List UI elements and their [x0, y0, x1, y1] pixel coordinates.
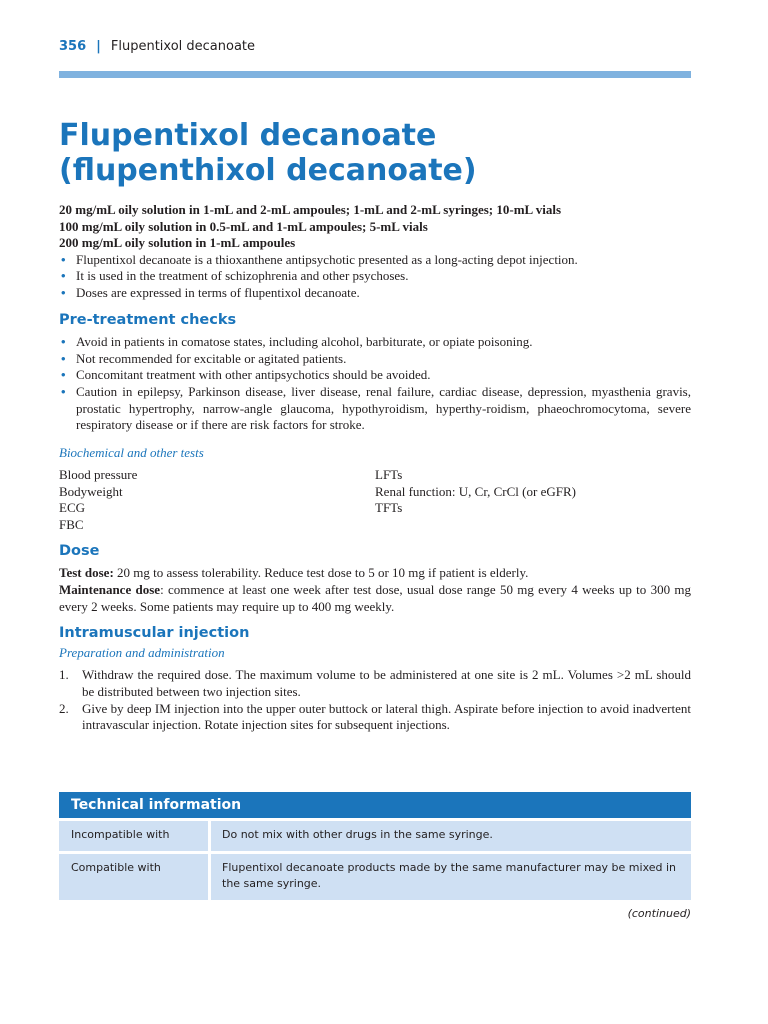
table-value-cell: Do not mix with other drugs in the same syringe. — [211, 821, 691, 851]
bullet-text: Caution in epilepsy, Parkinson disease, liver disease, renal failure, cardiac disease, depression, myasthenia gravis, prostatic hypertrophy, narrow-angle glaucoma, hypothyroidism, hyperthy-roidism, phaeochromocytoma, severe respiratory disease or if there are risk factors for stroke. — [76, 384, 691, 433]
step-text: Withdraw the required dose. The maximum volume to be administered at one site is 2 mL. Volumes >2 mL should be distributed between two injection sites. — [82, 667, 691, 699]
pretreatment-bullets — [59, 334, 691, 434]
bullet-text: Concomitant treatment with other antipsychotics should be avoided. — [76, 367, 431, 383]
bullet-icon: • — [61, 334, 66, 350]
bullet-icon: • — [61, 268, 66, 284]
step-number: 1. — [59, 667, 69, 683]
test-item: Renal function: U, Cr, CrCl (or eGFR) — [375, 483, 576, 499]
page-title — [59, 118, 691, 188]
bullet-text: Flupentixol decanoate is a thioxanthene antipsychotic presented as a long-acting depot injection. — [76, 251, 578, 267]
test-item: LFTs — [375, 466, 403, 482]
pretreatment-bullet — [59, 367, 691, 384]
bullet-text: It is used in the treatment of schizophrenia and other psychoses. — [76, 268, 409, 284]
test-dose-paragraph — [59, 564, 691, 581]
maintenance-dose-label: Maintenance dose — [59, 582, 161, 598]
header-separator: | — [96, 39, 101, 54]
intro-bullet — [59, 252, 691, 269]
intro-bullets — [59, 252, 691, 302]
bullet-text: Doses are expressed in terms of flupentixol decanoate. — [76, 284, 360, 300]
maintenance-dose-text: : commence at least one week after test dose, usual dose range 50 mg every 4 weeks up to 300 mg every 2 weeks. Some patients may require up to 400 mg weekly. — [59, 582, 691, 615]
test-dose-text: 20 mg to assess tolerability. Reduce test dose to 5 or 10 mg if patient is elderly. — [113, 565, 529, 581]
bullet-icon: • — [61, 350, 66, 366]
step-text: Give by deep IM injection into the upper outer buttock or lateral thigh. Aspirate before injection to avoid inadvertent intravascular injection. Rotate injection sites for subsequent injections. — [82, 700, 691, 733]
test-item: Bodyweight — [59, 483, 123, 499]
pretreatment-heading: Pre-treatment checks — [59, 312, 237, 329]
presentation-item: 100 mg/mL oily solution in 0.5-mL and 1-mL ampoules; 5-mL vials — [59, 218, 428, 234]
bullet-icon: • — [61, 384, 66, 400]
im-subheading: Preparation and administration — [59, 645, 225, 661]
table-row — [59, 854, 691, 900]
presentation-list — [59, 202, 691, 252]
tests-grid — [59, 467, 691, 534]
test-item: Blood pressure — [59, 466, 138, 482]
test-dose-label: Test dose: — [59, 565, 114, 581]
bullet-icon: • — [61, 284, 66, 300]
continued-note: (continued) — [627, 907, 691, 920]
page-number: 356 — [59, 39, 87, 54]
test-item: ECG — [59, 500, 85, 516]
dose-heading: Dose — [59, 543, 100, 560]
presentation-item: 20 mg/mL oily solution in 1-mL and 2-mL ampoules; 1-mL and 2-mL syringes; 10-mL vials — [59, 202, 562, 217]
tests-column-left — [59, 467, 375, 534]
test-item: FBC — [59, 517, 84, 533]
tests-heading: Biochemical and other tests — [59, 444, 204, 460]
header-rule — [59, 71, 691, 78]
title-line-1: Flupentixol decanoate — [59, 118, 437, 153]
technical-table-heading: Technical information — [59, 792, 691, 818]
running-title: Flupentixol decanoate — [110, 39, 256, 54]
presentation-item: 200 mg/mL oily solution in 1-mL ampoules — [59, 235, 296, 250]
maintenance-dose-paragraph — [59, 581, 691, 615]
technical-information-table — [59, 792, 691, 900]
step-item — [59, 667, 691, 701]
bullet-icon: • — [61, 367, 66, 383]
main-content — [59, 118, 691, 734]
pretreatment-bullet — [59, 384, 691, 434]
tests-column-right — [375, 467, 691, 534]
step-item — [59, 701, 691, 735]
step-number: 2. — [59, 700, 69, 716]
title-line-2: (flupenthixol decanoate) — [59, 153, 477, 188]
test-item: TFTs — [375, 500, 403, 516]
bullet-icon: • — [61, 251, 66, 267]
table-key-cell: Compatible with — [59, 854, 208, 900]
intro-bullet — [59, 268, 691, 285]
table-key-cell: Incompatible with — [59, 821, 208, 851]
intro-bullet — [59, 285, 691, 302]
pretreatment-bullet — [59, 351, 691, 368]
table-row — [59, 821, 691, 851]
im-steps — [59, 667, 691, 734]
table-value-cell: Flupentixol decanoate products made by the same manufacturer may be mixed in the same syringe. — [211, 854, 691, 900]
bullet-text: Avoid in patients in comatose states, including alcohol, barbiturate, or opiate poisoning. — [76, 334, 533, 350]
im-heading: Intramuscular injection — [59, 625, 250, 642]
running-header — [59, 38, 255, 54]
bullet-text: Not recommended for excitable or agitated patients. — [76, 350, 347, 366]
pretreatment-bullet — [59, 334, 691, 351]
